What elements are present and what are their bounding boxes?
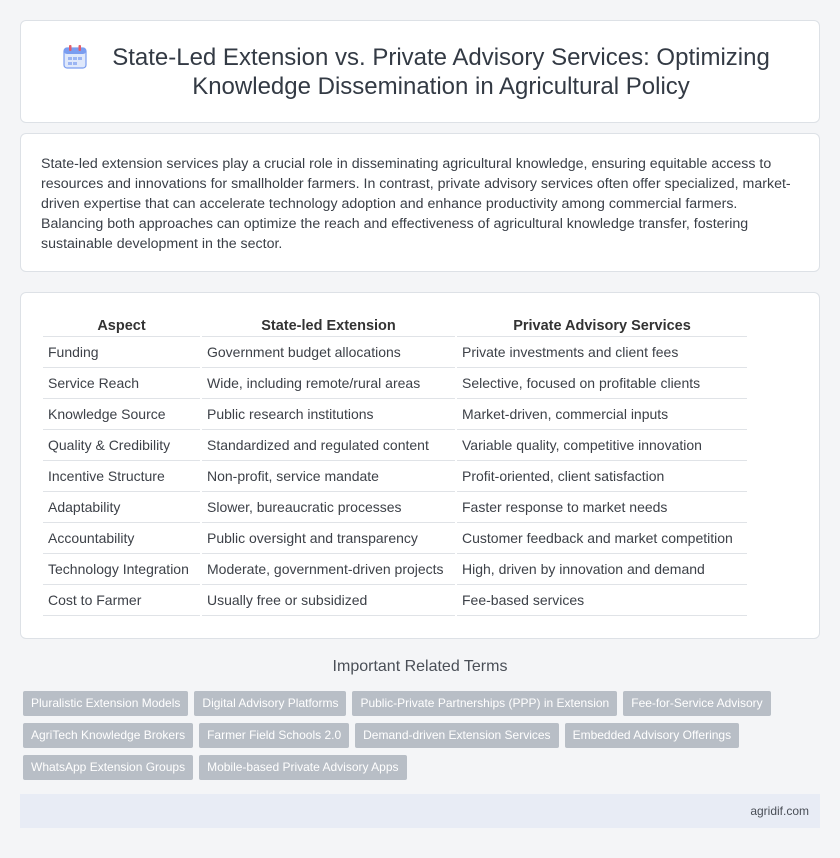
title-wrap [21, 43, 819, 101]
table-row [43, 461, 747, 492]
cell-private: Faster response to market needs [457, 492, 747, 523]
cell-state-led: Standardized and regulated content [202, 430, 455, 461]
related-term-tag[interactable]: Public-Private Partnerships (PPP) in Extension [352, 691, 617, 716]
cell-aspect: Adaptability [43, 492, 200, 523]
related-term-tag[interactable]: WhatsApp Extension Groups [23, 755, 193, 780]
cell-aspect: Incentive Structure [43, 461, 200, 492]
cell-private: Variable quality, competitive innovation [457, 430, 747, 461]
related-term-tag[interactable]: Digital Advisory Platforms [194, 691, 346, 716]
cell-aspect: Quality & Credibility [43, 430, 200, 461]
cell-private: Private investments and client fees [457, 337, 747, 368]
cell-state-led: Public oversight and transparency [202, 523, 455, 554]
cell-private: Fee-based services [457, 585, 747, 616]
cell-private: Selective, focused on profitable clients [457, 368, 747, 399]
cell-aspect: Technology Integration [43, 554, 200, 585]
table-row [43, 492, 747, 523]
table-row [43, 523, 747, 554]
table-header-row [43, 313, 747, 337]
cell-private: Profit-oriented, client satisfaction [457, 461, 747, 492]
cell-private: Market-driven, commercial inputs [457, 399, 747, 430]
cell-state-led: Usually free or subsidized [202, 585, 455, 616]
cell-aspect: Accountability [43, 523, 200, 554]
related-term-tag[interactable]: Farmer Field Schools 2.0 [199, 723, 349, 748]
cell-state-led: Slower, bureaucratic processes [202, 492, 455, 523]
comparison-card [20, 292, 820, 639]
cell-aspect: Knowledge Source [43, 399, 200, 430]
cell-state-led: Wide, including remote/rural areas [202, 368, 455, 399]
related-terms-list [23, 691, 823, 787]
related-term-tag[interactable]: Demand-driven Extension Services [355, 723, 558, 748]
page-title: State-Led Extension vs. Private Advisory Services: Optimizing Knowledge Dissemination in Agricultural Policy [112, 43, 770, 100]
table-row [43, 368, 747, 399]
cell-aspect: Funding [43, 337, 200, 368]
cell-private: High, driven by innovation and demand [457, 554, 747, 585]
title-card [20, 20, 820, 123]
cell-state-led: Public research institutions [202, 399, 455, 430]
cell-private: Customer feedback and market competition [457, 523, 747, 554]
intro-paragraph: State-led extension services play a crucial role in disseminating agricultural knowledge, ensuring equitable access to resources and innovations for smallholder farmers. In contrast, private advisory services often offer specialized, market-driven expertise that can accelerate technology adoption and enhance productivity among commercial farmers. Balancing both approaches can optimize the reach and effectiveness of agricultural knowledge transfer, fostering sustainable development in the sector. [41, 156, 791, 252]
cell-state-led: Government budget allocations [202, 337, 455, 368]
related-term-tag[interactable]: Mobile-based Private Advisory Apps [199, 755, 406, 780]
cell-state-led: Moderate, government-driven projects [202, 554, 455, 585]
related-term-tag[interactable]: AgriTech Knowledge Brokers [23, 723, 193, 748]
header-private: Private Advisory Services [457, 313, 747, 337]
related-terms-heading: Important Related Terms [332, 658, 508, 675]
footer-site-link[interactable]: agridif.com [750, 804, 809, 818]
calendar-icon [61, 43, 89, 71]
cell-aspect: Cost to Farmer [43, 585, 200, 616]
related-term-tag[interactable]: Embedded Advisory Offerings [565, 723, 740, 748]
footer [20, 794, 820, 828]
comparison-table [41, 313, 749, 616]
table-row [43, 585, 747, 616]
intro-card [20, 133, 820, 272]
cell-aspect: Service Reach [43, 368, 200, 399]
table-row [43, 430, 747, 461]
table-row [43, 337, 747, 368]
table-row [43, 399, 747, 430]
header-aspect: Aspect [43, 313, 200, 337]
header-state-led: State-led Extension [202, 313, 455, 337]
table-row [43, 554, 747, 585]
cell-state-led: Non-profit, service mandate [202, 461, 455, 492]
related-term-tag[interactable]: Fee-for-Service Advisory [623, 691, 770, 716]
related-term-tag[interactable]: Pluralistic Extension Models [23, 691, 188, 716]
